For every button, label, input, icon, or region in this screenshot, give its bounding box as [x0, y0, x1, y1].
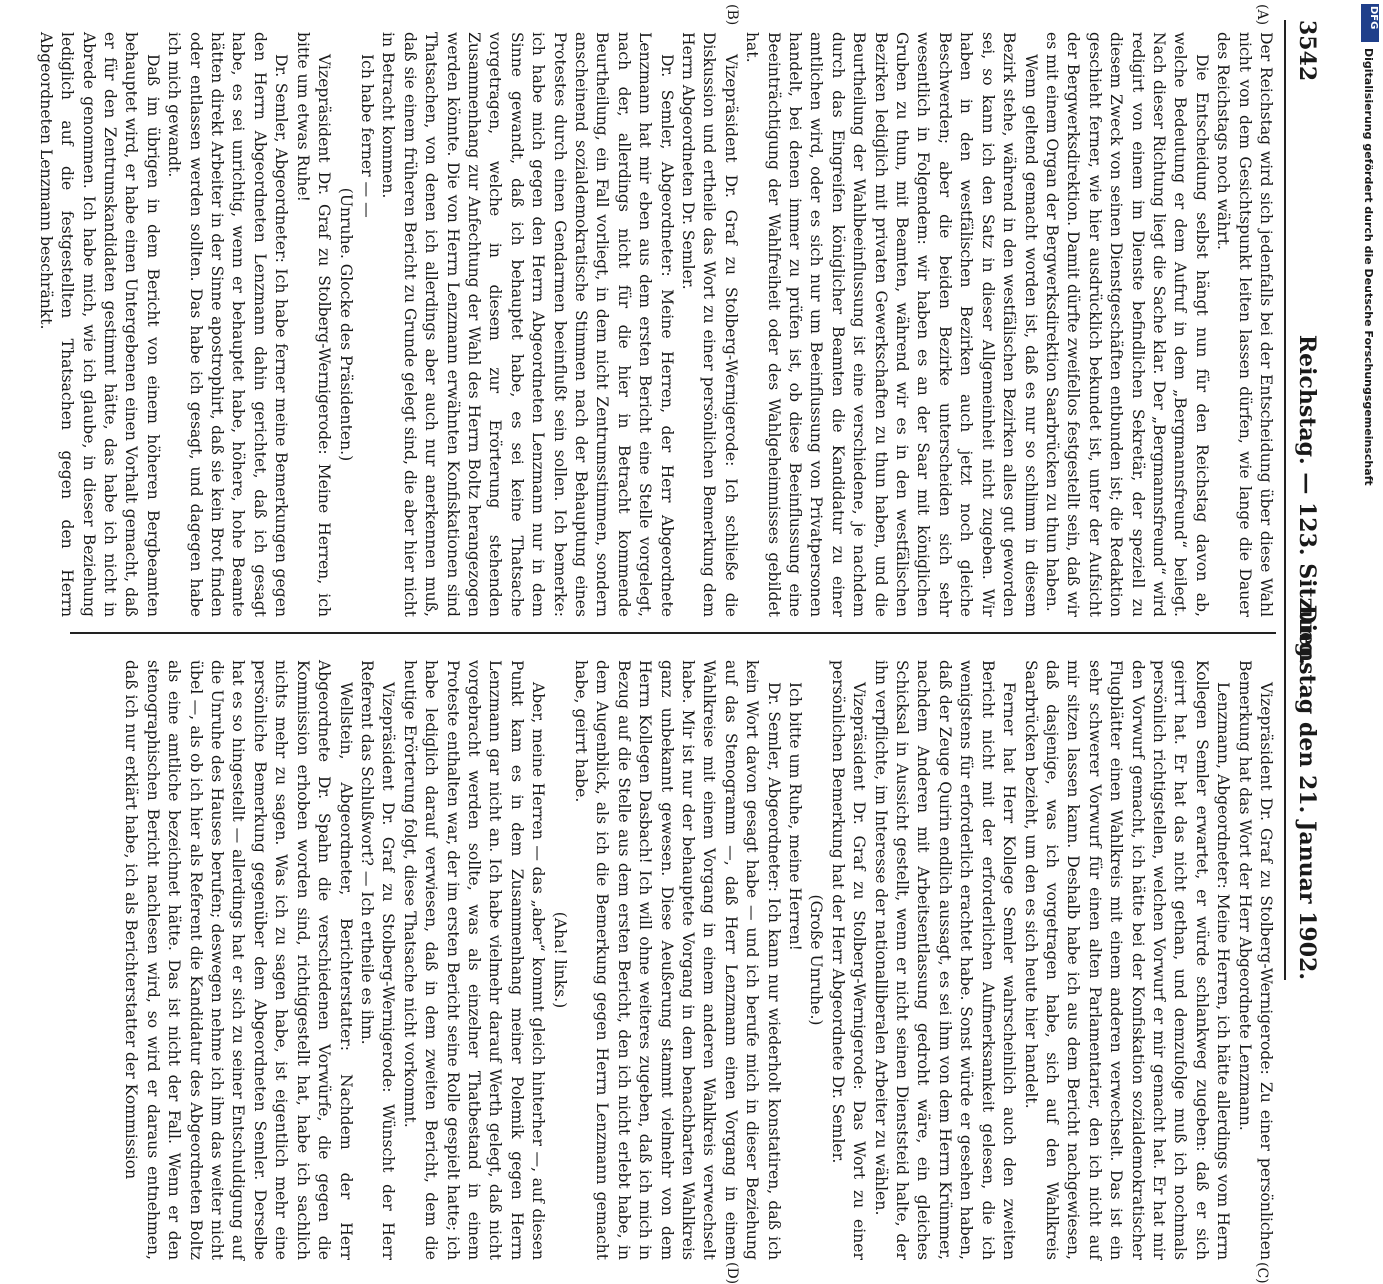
- column-divider: [70, 632, 1276, 634]
- margin-marker-a: (A): [1254, 4, 1270, 26]
- paragraph: Die Entscheidung selbst hängt nun für den Reichstag davon ab, welche Bedeutung er dem Aufruf in dem „Bergmannsfreund“ beilegt. Nach dieser Richtung liegt die Sache klar. Der „Bergmannsfreund“ wird redigirt von einem im Dienste befindlichen Sekretär, der speziell zu diesem Zweck von seinen Dienstgeschäften entbunden ist; die Redaktion geschieht ferner, wie hier ausdrücklich bekundet ist, unter der Aufsicht der Bergwerksdirektion. Damit dürfte zweifellos festgestellt sein, daß wir es mit einem Organ der Bergwerksdirektion Saarbrücken zu thun haben.: [1042, 32, 1211, 617]
- left-text-column: [36, 32, 1276, 617]
- paragraph: Aber, meine Herren — das „aber“ kommt gleich hinterher —, auf diesen Punkt kam es in dem Zusammenhang meiner Polemik gegen Herrn Lenzmann gar nicht an. Ich habe vielmehr darauf Werth gelegt, daß nicht vorgebracht werden sollte, was als einzelner Thatbestand in einem Proteste enthalten war, der im ersten Bericht seine Rolle gespielt hatte; ich habe lediglich darauf verwiesen, daß in dem zweiten Bericht, dem die heutige Erörterung folgt, diese Thatsache nicht vorkommt.: [400, 660, 548, 1260]
- paragraph: Daß im übrigen in dem Bericht von einem höheren Bergbeamten behauptet wird, er habe einen Untergebenen einen Vorhalt gemacht, daß er für den Zentrumskandidaten gestimmt hätte, das habe ich nicht in Abrede genommen. Ich habe mich, wie ich glaube, in dieser Beziehung lediglich auf die festgestellten Thatsachen gegen den Herrn Abgeordneten Lenzmann beschränkt.: [36, 32, 162, 617]
- paragraph: Vizepräsident Dr. Graf zu Stolberg-Wernigerode: Ich schließe die Diskussion und ertheile das Wort zu einer persönlichen Bemerkung dem Herrn Abgeordneten Dr. Semler.: [679, 32, 740, 617]
- digitization-credit: Digitalisierung gefördert durch die Deutsche Forschungsgemeinschaft: [1362, 48, 1375, 486]
- paragraph: Vizepräsident Dr. Graf zu Stolberg-Wernigerode: Das Wort zu einer persönlichen Bemerkung hat der Herr Abgeordnete Dr. Semler.: [828, 660, 869, 1260]
- stage-direction: (Aha! links.): [550, 911, 569, 1009]
- paragraph: Ich bitte um Ruhe, meine Herren!: [786, 682, 805, 951]
- margin-marker-b: (B): [724, 4, 740, 26]
- paragraph: Dr. Semler, Abgeordneter: Meine Herren, der Herr Abgeordnete Lenzmann hat mir eben aus dem ersten Bericht eine Stelle vorgelegt, nach der, allerdings nicht für die hier in Betracht kommende Beurtheilung, ein Fall vorliegt, in dem nicht Zentrumsstimmen, sondern anscheinend sozialdemokratische Stimmen nach der Behauptung eines Protestes durch einen Gendarmen beeinflußt sein sollen. Ich bemerke: ich habe mich gegen den Herrn Abgeordneten Lenzmann nur in dem Sinne gewandt, daß ich behauptet habe, es sei keine Thatsache vorgetragen, welche in diesem zur Erörterung stehenden Zusammenhang zur Anfechtung der Wahl des Herrn Boltz herangezogen werden könnte. Die von Herrn Lenzmann erwähnten Konfiskationen sind Thatsachen, von denen ich allerdings aber auch nur anerkennen muß, daß sie einem früheren Bericht zu Grunde gelegt sind, die aber hier nicht in Betracht kommen.: [379, 32, 676, 617]
- paragraph: Vizepräsident Dr. Graf zu Stolberg-Wernigerode: Meine Herren, ich bitte um etwas Ruhe!: [293, 32, 334, 617]
- paragraph: Ich habe ferner — —: [357, 54, 376, 218]
- page-header: [1284, 20, 1326, 980]
- paragraph: Dr. Semler, Abgeordneter: Ich kann nur wiederholt konstatiren, daß ich kein Wort davon gesagt habe — und ich berufe mich in dieser Beziehung auf das Stenogramm —, daß Herr Lenzmann einen Vorgang in einem Wahlkreise mit einem Vorgang in einem anderen Wahlkreis verwechselt habe. Mir ist nur der behauptete Vorgang in dem benachbarten Wahlkreis ganz unbekannt gewesen. Diese Aeußerung stammt vielmehr von dem Herrn Kollegen Dasbach! Ich will ohne weiteres zugeben, daß ich mich in Bezug auf die Stelle aus dem ersten Bericht, den ich nicht erlebt habe, in dem Augenblick, als ich die Bemerkung gegen Herrn Lenzmann gemacht habe, geirrt habe.: [572, 660, 783, 1260]
- stage-direction: (Unruhe. Glocke des Präsidenten.): [336, 187, 355, 462]
- stage-direction: (Große Unruhe.): [807, 894, 826, 1026]
- paragraph: Vizepräsident Dr. Graf zu Stolberg-Wernigerode: Wünscht der Herr Referent das Schlußwort? — Ich ertheile es ihm.: [357, 660, 398, 1260]
- session-date: Dienstag den 21. Januar 1902.: [1294, 604, 1320, 980]
- session-title: Reichstag. — 123. Sitzung.: [1294, 334, 1320, 666]
- paragraph: Ferner hat Herr Kollege Semler wahrscheinlich auch den zweiten Bericht nicht mit der erforderlichen Aufmerksamkeit gelesen, die ich wenigstens für erforderlich erachtet habe. Sonst würde er gesehen haben, daß der Zeuge Quirin endlich aussagt, es sei ihm von dem Herrn Krümmer, nachdem Anderen mit Arbeitsentlassung gedroht wäre, ein gleiches Schicksal in Aussicht gestellt, wenn er nicht seinen Dienststeid halte, der ihn verpflichte, im Interesse der nationalliberalen Arbeiter zu wählen.: [871, 660, 1019, 1260]
- page-number: 3542: [1294, 20, 1320, 82]
- margin-marker-d: (D): [724, 1262, 740, 1284]
- scanned-page: [36, 0, 1340, 1284]
- paragraph: Wenn geltend gemacht worden ist, daß es nur so schlimm in diesem Bezirk stehe, während in den westfälischen Bezirken alles gut geworden sei, so kann ich den Satz in dieser Allgemeinheit nicht zugeben. Wir haben in den westfälischen Bezirken auch jetzt noch gleiche Beschwerden; aber die beiden Bezirke unterscheiden sich sehr wesentlich in Folgendem: wir haben es an der Saar mit königlichen Gruben zu thun, mit Beamten, während wir es in den westfälischen Bezirken lediglich mit privaten Gewerkschaften zu thun haben, und die Beurtheilung der Wahlbeeinflussung ist eine verschiedene, je nachdem durch das Eingreifen königlicher Beamten die Kandidatur zu einer amtlichen wird, oder es sich nur um Beeinflussung von Privatpersonen handelt, bei denen immer zu prüfen ist, ob diese Beeinflussung eine Beeinträchtigung der Wahlfreiheit oder des Wahlgeheimnisses gebildet hat.: [743, 32, 1040, 617]
- margin-marker-c: (C): [1254, 1262, 1270, 1284]
- right-text-column: [64, 660, 1276, 1260]
- paragraph: Der Reichstag wird sich jedenfalls bei der Entscheidung über diese Wahl nicht von dem Gesichtspunkt leiten lassen dürfen, wie lange die Dauer des Reichstags noch währt.: [1214, 32, 1275, 617]
- paragraph: Vizepräsident Dr. Graf zu Stolberg-Wernigerode: Zu einer persönlichen Bemerkung hat das Wort der Herr Abgeordnete Lenzmann.: [1235, 660, 1275, 1260]
- paragraph: Wellstein, Abgeordneter, Berichterstatter: Nachdem der Herr Abgeordnete Dr. Spahn die verschiedenen Vorwürfe, die gegen die Kommission erhoben worden sind, richtiggestellt hat, habe ich sachlich nichts mehr zu sagen. Was ich zu sagen habe, ist eigentlich mehr eine persönliche Bemerkung gegenüber dem Abgeordneten Semler. Derselbe hat es so hingestellt — allerdings hat er sich zu seiner Entschuldigung auf die Unruhe des Hauses berufen; deswegen nehme ich ihm das weiter nicht übel —, als ob ich hier als Referent die Kandidatur des Abgeordneten Boltz als eine amtliche bezeichnet hätte. Das ist nicht der Fall. Wenn er den stenographischen Bericht nachlesen wird, so wird er daraus entnehmen, daß ich nur erklärt habe, ich als Berichterstatter der Kommission: [122, 660, 355, 1260]
- dfg-logo: DFG: [1361, 4, 1379, 42]
- paragraph: Lenzmann, Abgeordneter: Meine Herren, ich hätte allerdings vom Herrn Kollegen Semler erwartet, er würde schlankweg zugeben: daß er sich geirrt hat. Er hat das nicht gethan, und demzufolge muß ich nochmals persönlich richtigstellen, welchen Vorwurf er mir gemacht hat. Er hat mir den Vorwurf gemacht, ich hätte bei der Konfiskation sozialdemokratischer Flugblätter einen Wahlkreis mit einem anderen verwechselt. Das ist ein sehr schwerer Vorwurf für einen alten Parlamentarier, den ich nicht auf mir sitzen lassen kann. Deshalb habe ich aus dem Bericht nachgewiesen, daß dasjenige, was ich vorgetragen habe, sich auf den Wahlkreis Saarbrücken bezieht, um den es sich heute hier handelt.: [1021, 660, 1233, 1260]
- paragraph: Dr. Semler, Abgeordneter: Ich habe ferner meine Bemerkungen gegen den Herrn Abgeordneten Lenzmann dahin gerichtet, daß ich gesagt habe, es sei unrichtig, wenn er behauptet habe, höhere, hohe Beamte hätten direkt Arbeiter in der Sinne apostrophirt, daß sie kein Brot finden oder entlassen werden sollten. Das habe ich gesagt, und dagegen habe ich mich gewandt.: [165, 32, 291, 617]
